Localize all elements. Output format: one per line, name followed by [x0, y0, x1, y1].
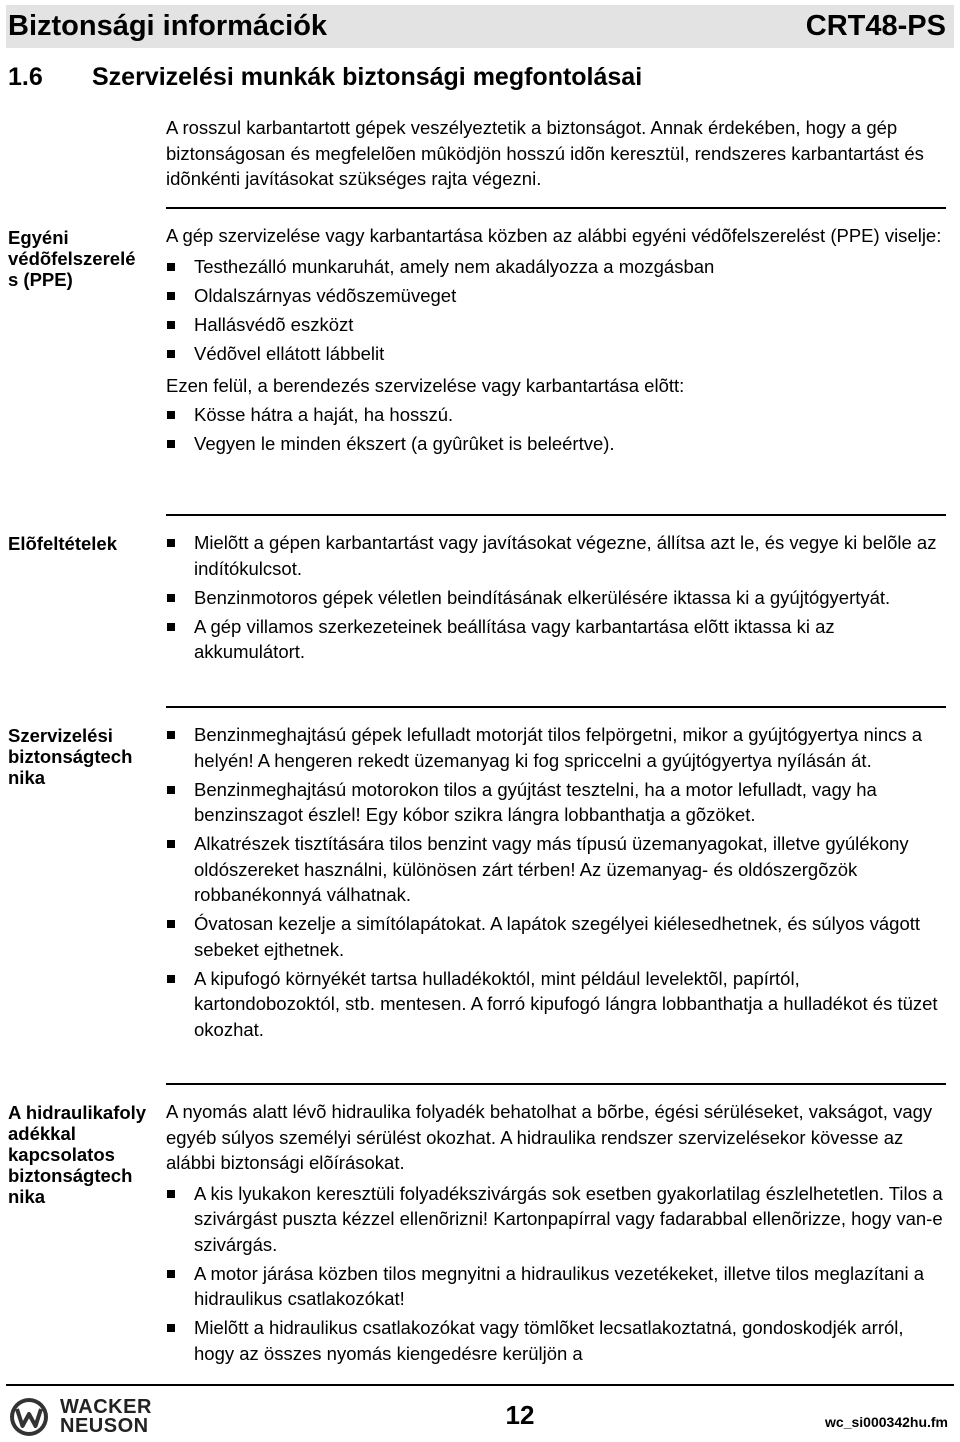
hydraulic-section — [166, 1099, 946, 1370]
list-item: Vegyen le minden ékszert (a gyûrûket is beleértve). — [166, 431, 946, 457]
list-item: A kipufogó környékét tartsa hulladékoktól, mint például levelektõl, papírtól, kartondobozoktól, stb. mentesen. A forró kipufogó lángra lobbanthatja a hulladékot és tüzet okozhat. — [166, 966, 946, 1043]
list-item: A kis lyukakon keresztüli folyadékszivárgás sok esetben gyakorlatilag észlelhetetlen. Tilos a szivárgást puszta kézzel ellenõrizni! Kartonpapírral vagy fadarabbal ellenõrizze, hogy van-e szivárgás. — [166, 1181, 946, 1258]
divider — [166, 207, 946, 209]
service-list — [166, 722, 946, 1042]
list-item: Óvatosan kezelje a simítólapátokat. A lapátok szegélyei kiélesedhetnek, és súlyos vágott sebeket ejthetnek. — [166, 911, 946, 962]
logo-text — [60, 1398, 152, 1436]
section-title: Szervizelési munkák biztonsági megfontolásai — [92, 63, 643, 91]
list-item: Benzinmeghajtású motorokon tilos a gyújtást tesztelni, ha a motor lefulladt, vagy ha benzinszagot észlel! Egy kóbor szikra lángra lobbanthatja a gõzöket. — [166, 777, 946, 828]
service-label: Szervizelési biztonságtech nika — [8, 725, 133, 788]
list-item: Testhezálló munkaruhát, amely nem akadályozza a mozgásban — [166, 254, 946, 280]
prereq-label: Elõfeltételek — [8, 533, 117, 554]
divider — [166, 1083, 946, 1085]
page-number: 12 — [505, 1400, 535, 1430]
prereq-section — [166, 530, 946, 668]
ppe-text: A gép szervizelése vagy karbantartása közben az alábbi egyéni védõfelszerelést (PPE) viselje: — [166, 225, 942, 246]
list-item: A gép villamos szerkezeteinek beállítása vagy karbantartása elõtt iktassa ki az akkumulátort. — [166, 614, 946, 665]
divider — [166, 514, 946, 516]
list-item: Alkatrészek tisztítására tilos benzint vagy más típusú üzemanyagokat, illetve gyúlékony oldószereket használni, különösen zárt térben! Az üzemanyag- és oldószergõzök robbanékonnyá válhatnak. — [166, 831, 946, 908]
list-item: Benzinmotoros gépek véletlen beindításának elkerülésére iktassa ki a gyújtógyertyát. — [166, 585, 946, 611]
ppe-list2 — [166, 402, 946, 457]
section-heading — [8, 62, 642, 92]
service-section — [166, 722, 946, 1046]
hydraulic-list — [166, 1181, 946, 1367]
list-item: Hallásvédõ eszközt — [166, 312, 946, 338]
intro-paragraph: A rosszul karbantartott gépek veszélyeztetik a biztonságot. Annak érdekében, hogy a gép biztonságosan és megfelelõen mûködjön hosszú idõn keresztül, rendszeres karbantartást és idõnkénti javításokat szükséges rajta végezni. — [166, 117, 924, 189]
wacker-neuson-emblem-icon — [8, 1396, 50, 1438]
header-model: CRT48-PS — [805, 10, 946, 42]
list-item: Benzinmeghajtású gépek lefulladt motorját tilos felpörgetni, mikor a gyújtógyertya nincs a helyén! A hengeren rekedt üzemanyag ki fog spriccelni a gyújtógyertya nyílásán át. — [166, 722, 946, 773]
list-item: A motor járása közben tilos megnyitni a hidraulikus vezetékeket, illetve tilos meglazítani a hidraulikus csatlakozókat! — [166, 1261, 946, 1312]
list-item: Kösse hátra a haját, ha hosszú. — [166, 402, 946, 428]
ppe-text2: Ezen felül, a berendezés szervizelése vagy karbantartása elõtt: — [166, 375, 685, 396]
list-item: Mielõtt a hidraulikus csatlakozókat vagy tömlõket lecsatlakoztatná, gondoskodjék arról, hogy az összes nyomás kiengedésre kerüljön a — [166, 1315, 946, 1366]
header-title: Biztonsági információk — [8, 10, 328, 42]
footer-divider — [6, 1384, 954, 1386]
logo-line1: WACKER — [60, 1396, 152, 1418]
list-item: Védõvel ellátott lábbelit — [166, 341, 946, 367]
wacker-neuson-logo — [8, 1396, 208, 1440]
list-item: Mielõtt a gépen karbantartást vagy javításokat végezne, állítsa azt le, és vegye ki belõle az indítókulcsot. — [166, 530, 946, 581]
hydraulic-label: A hidraulikafoly adékkal kapcsolatos biztonságtech nika — [8, 1102, 147, 1207]
list-item: Oldalszárnyas védõszemüveget — [166, 283, 946, 309]
prereq-list — [166, 530, 946, 665]
section-number: 1.6 — [8, 63, 43, 91]
logo-line2: NEUSON — [60, 1415, 149, 1437]
document-code: wc_si000342hu.fm — [825, 1414, 948, 1430]
ppe-section — [166, 223, 946, 460]
hydraulic-text: A nyomás alatt lévõ hidraulika folyadék behatolhat a bõrbe, égési sérüléseket, vakságot, vagy egyéb súlyos személyi sérülést okozhat. A hidraulika rendszer szervizelésekor kövesse az alábbi biztonsági elõírásokat. — [166, 1101, 933, 1173]
divider — [166, 706, 946, 708]
ppe-list — [166, 254, 946, 367]
ppe-label: Egyéni védõfelszerelé s (PPE) — [8, 227, 136, 290]
